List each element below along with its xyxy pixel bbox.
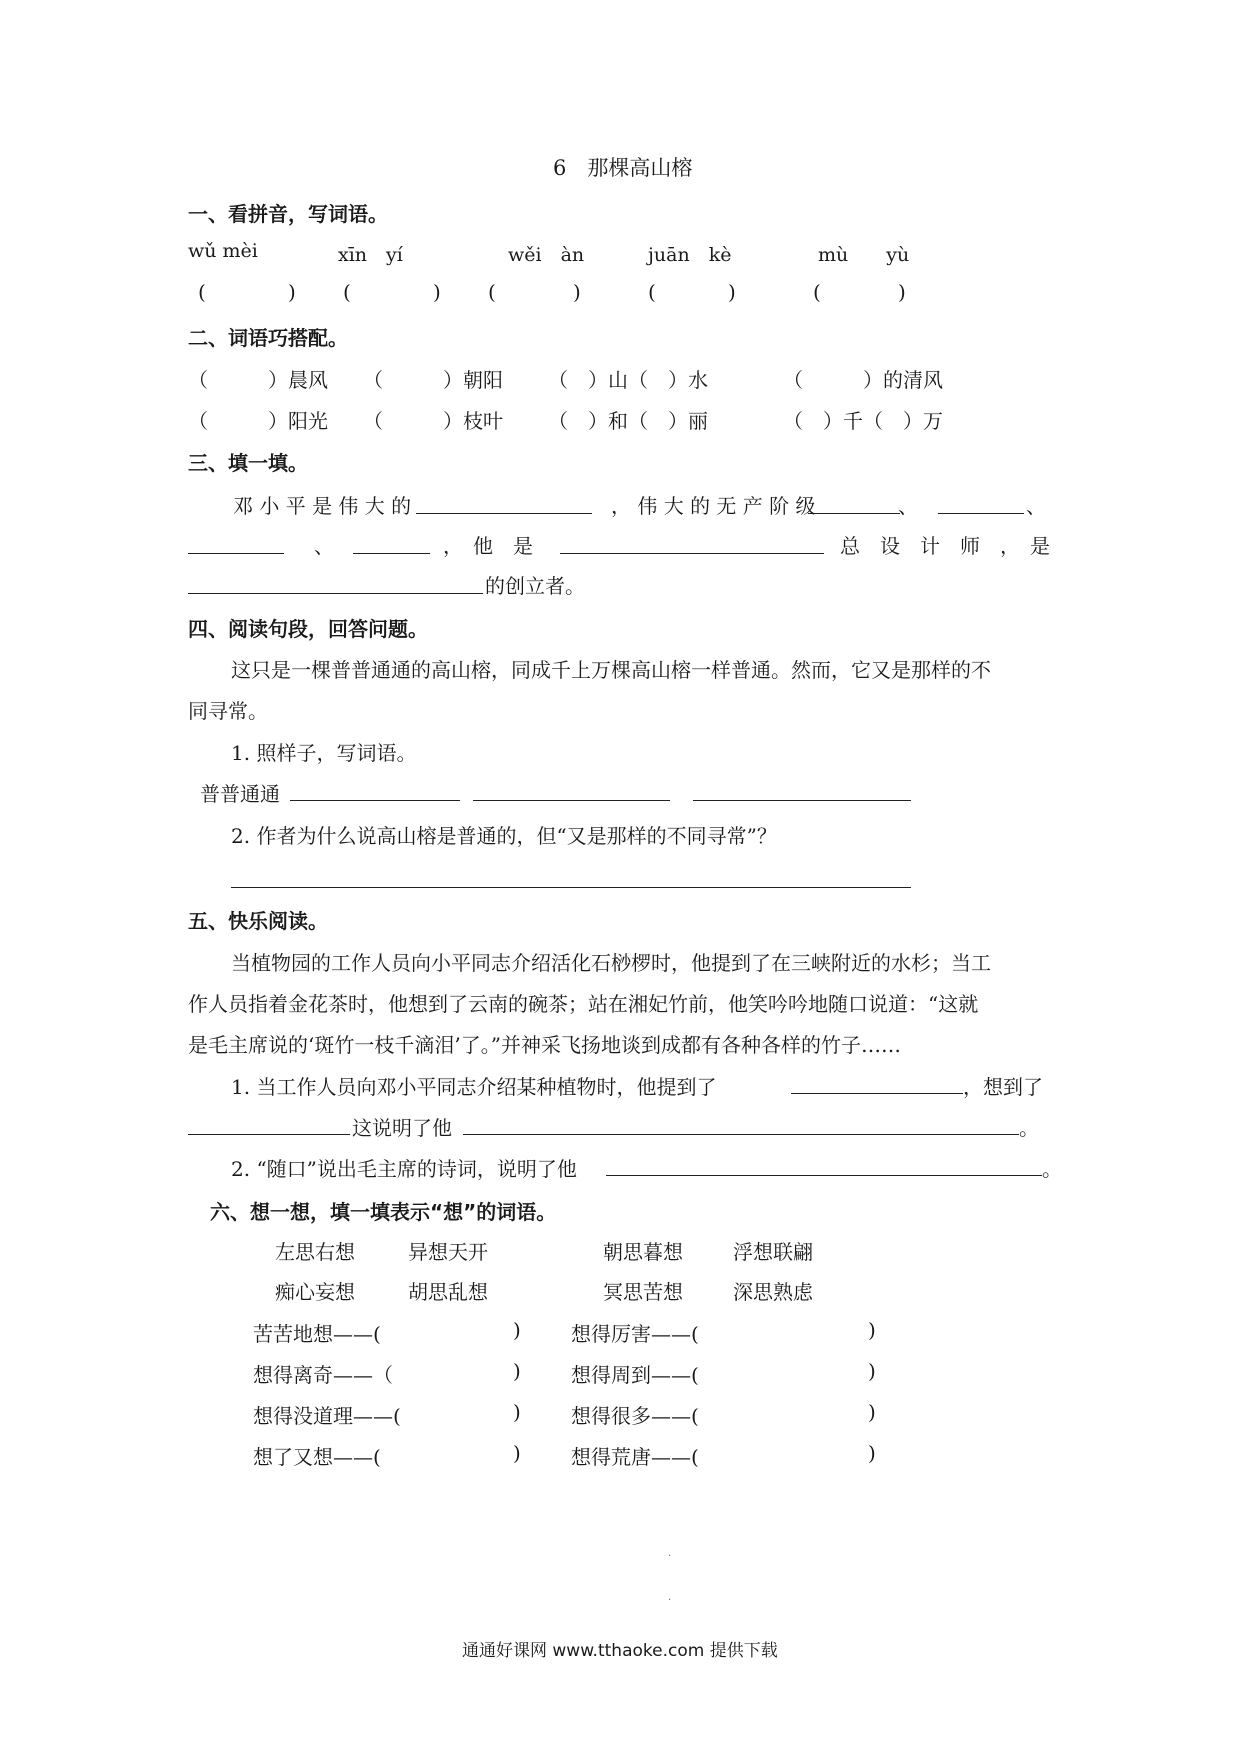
fill-text: ， 他 是 [443, 534, 533, 558]
passage-line: 当植物园的工作人员向小平同志介绍活化石桫椤时，他提到了在三峡附近的水杉；当工 [231, 951, 991, 975]
match-item: （ ）晨风 [188, 368, 328, 392]
section-4-heading: 四、阅读句段，回答问题。 [188, 617, 428, 641]
answer-bracket: ( [648, 280, 656, 304]
closing-paren: ) [868, 1400, 876, 1424]
word-option: 胡思乱想 [408, 1280, 488, 1304]
pinyin-1: wǔ mèi [188, 240, 258, 262]
match-item: （ ）阳光 [188, 409, 328, 433]
word-option: 左思右想 [275, 1240, 355, 1264]
answer-bracket: ) [573, 280, 581, 304]
closing-paren: ) [513, 1441, 521, 1465]
question-2: 2. “随口”说出毛主席的诗词，说明了他 [231, 1157, 577, 1181]
closing-paren: ) [513, 1318, 521, 1342]
section-6-heading: 六、想一想，填一填表示“想”的词语。 [210, 1200, 557, 1224]
closing-paren: ) [868, 1359, 876, 1383]
blank-line [290, 800, 460, 801]
think-item-left: 想了又想——( [253, 1445, 381, 1469]
fill-text: 、 [314, 534, 334, 558]
blank-line [560, 553, 824, 554]
blank-line [473, 800, 670, 801]
blank-line [188, 593, 483, 594]
example-word: 普普通通 [200, 782, 280, 806]
passage-line: 同寻常。 [188, 699, 268, 723]
think-item-right: 想得很多——( [571, 1404, 699, 1428]
word-option: 冥思苦想 [603, 1280, 683, 1304]
blank-line [188, 553, 284, 554]
think-item-left: 想得没道理——( [253, 1404, 401, 1428]
fill-text: 邓 小 平 是 伟 大 的 [233, 494, 412, 518]
blank-line [231, 887, 911, 888]
match-item: （ ）朝阳 [363, 368, 503, 392]
think-item-right: 想得周到——( [571, 1363, 699, 1387]
blank-line [188, 1134, 350, 1135]
section-1-heading: 一、看拼音，写词语。 [188, 202, 388, 226]
closing-paren: ) [513, 1400, 521, 1424]
word-option: 深思熟虑 [733, 1280, 813, 1304]
answer-bracket: ) [433, 280, 441, 304]
match-item: （ ）枝叶 [363, 409, 503, 433]
scan-speck: . [668, 1592, 672, 1603]
fill-text: 。 [1019, 1116, 1039, 1140]
think-item-right: 想得厉害——( [571, 1322, 699, 1346]
fill-text: 、 [898, 494, 918, 518]
think-item-left: 苦苦地想——( [253, 1322, 381, 1346]
page-title: 6 那棵高山榕 [553, 156, 693, 180]
fill-text: 的创立者。 [485, 574, 585, 598]
blank-line [353, 553, 430, 554]
answer-bracket: ( [488, 280, 496, 304]
pinyin-5: mù yù [818, 244, 910, 266]
passage-line: 这只是一棵普普通通的高山榕，同成千上万棵高山榕一样普通。然而，它又是那样的不 [231, 658, 991, 682]
answer-bracket: ( [343, 280, 351, 304]
fill-text: 总 设 计 师 ， 是 [840, 534, 1050, 558]
closing-paren: ) [868, 1441, 876, 1465]
blank-line [808, 513, 900, 514]
think-item-left: 想得离奇——（ [253, 1363, 393, 1387]
word-option: 朝思暮想 [603, 1240, 683, 1264]
closing-paren: ) [513, 1359, 521, 1383]
think-item-right: 想得荒唐——( [571, 1445, 699, 1469]
question-1: 1. 当工作人员向邓小平同志介绍某种植物时，他提到了 [231, 1075, 717, 1099]
answer-bracket: ( [198, 280, 206, 304]
pinyin-3: wěi àn [508, 244, 585, 266]
fill-text: ， 伟 大 的 无 产 阶 级 [611, 494, 816, 518]
footer-text: 通通好课网 www.tthaoke.com 提供下载 [462, 1641, 778, 1661]
answer-bracket: ) [728, 280, 736, 304]
match-item: （ ）的清风 [783, 368, 943, 392]
question-1: 1. 照样子，写词语。 [231, 741, 417, 765]
passage-line: 作人员指着金花茶时，他想到了云南的碗茶；站在湘妃竹前，他笑吟吟地随口说道：“这就 [188, 992, 979, 1016]
scan-speck: . [668, 1548, 672, 1559]
blank-line [938, 513, 1024, 514]
blank-line [416, 513, 592, 514]
section-2-heading: 二、词语巧搭配。 [188, 326, 348, 350]
section-3-heading: 三、填一填。 [188, 451, 308, 475]
fill-text: 这说明了他 [352, 1116, 452, 1140]
section-5-heading: 五、快乐阅读。 [188, 909, 328, 933]
match-item: （ ）千（ ）万 [783, 409, 943, 433]
answer-bracket: ( [813, 280, 821, 304]
closing-paren: ) [868, 1318, 876, 1342]
word-option: 浮想联翩 [733, 1240, 813, 1264]
match-item: （ ）和（ ）丽 [548, 409, 708, 433]
question-2: 2. 作者为什么说高山榕是普通的，但“又是那样的不同寻常”？ [231, 824, 777, 848]
word-option: 痴心妄想 [275, 1280, 355, 1304]
fill-text: 。 [1042, 1157, 1062, 1181]
word-option: 异想天开 [408, 1240, 488, 1264]
fill-text: ，想到了 [963, 1075, 1043, 1099]
blank-line [791, 1093, 963, 1094]
pinyin-2: xīn yí [338, 244, 403, 266]
passage-line: 是毛主席说的‘斑竹一枝千滴泪’了。”并神采飞扬地谈到成都有各种各样的竹子…… [188, 1033, 901, 1057]
answer-bracket: ) [288, 280, 296, 304]
blank-line [463, 1134, 1019, 1135]
blank-line [606, 1175, 1042, 1176]
blank-line [693, 800, 911, 801]
answer-bracket: ) [898, 280, 906, 304]
pinyin-4: juān kè [648, 244, 732, 266]
fill-text: 、 [1026, 494, 1046, 518]
match-item: （ ）山（ ）水 [548, 368, 708, 392]
